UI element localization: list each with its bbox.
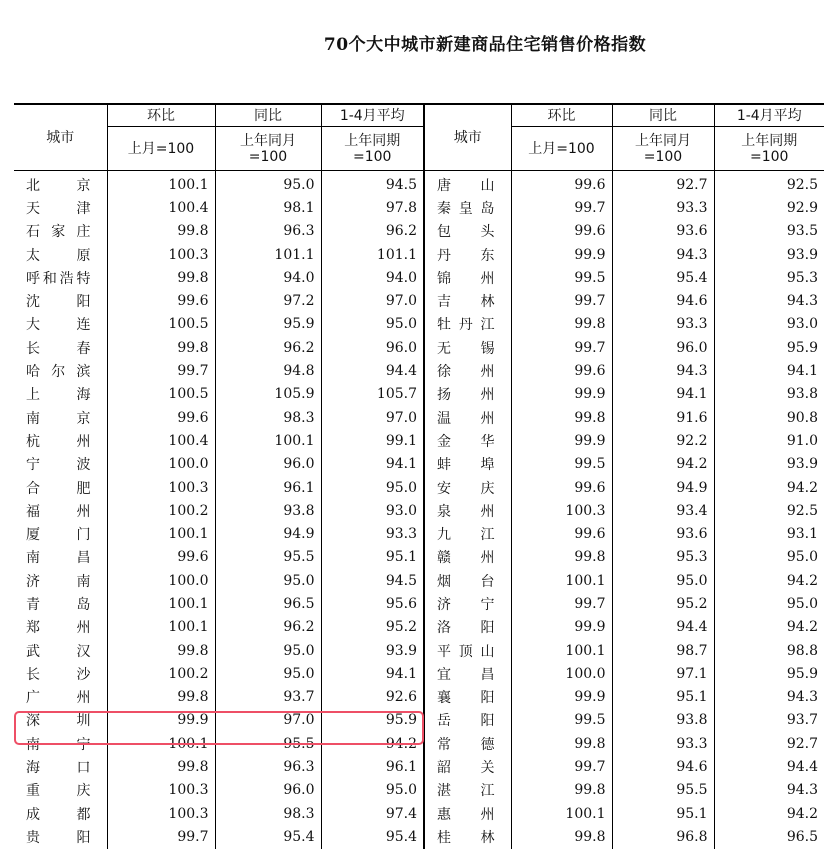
mom-cell: 100.1 <box>107 171 215 197</box>
mom-cell: 99.8 <box>107 336 215 359</box>
avg-cell: 95.0 <box>321 313 424 336</box>
table-row <box>14 266 824 289</box>
yoy-cell: 94.3 <box>612 243 714 266</box>
city-cell: 韶关 <box>424 755 511 778</box>
mom-cell: 99.8 <box>511 732 612 755</box>
yoy-cell: 95.5 <box>215 546 321 569</box>
table-row <box>14 639 824 662</box>
city-cell: 南京 <box>14 406 107 429</box>
yoy-cell: 96.0 <box>215 779 321 802</box>
city-cell: 包头 <box>424 220 511 243</box>
avg-cell: 93.9 <box>786 246 818 263</box>
yoy-cell: 95.2 <box>612 592 714 615</box>
table-row <box>14 616 824 639</box>
yoy-cell: 96.0 <box>612 336 714 359</box>
yoy-cell: 94.0 <box>215 266 321 289</box>
yoy-cell: 98.3 <box>215 406 321 429</box>
avg-cell: 94.2 <box>786 619 818 636</box>
yoy-cell: 93.7 <box>215 686 321 709</box>
yoy-cell: 94.9 <box>215 522 321 545</box>
city-cell: 长春 <box>14 336 107 359</box>
city-cell: 洛阳 <box>424 616 511 639</box>
table-row <box>14 220 824 243</box>
mom-cell: 99.6 <box>511 220 612 243</box>
header-yoy: 同比 <box>612 104 714 127</box>
table-row <box>14 429 824 452</box>
city-cell: 青岛 <box>14 592 107 615</box>
mom-cell: 99.8 <box>107 686 215 709</box>
city-cell: 呼和浩特 <box>14 266 107 289</box>
mom-cell: 100.4 <box>107 429 215 452</box>
city-cell: 南昌 <box>14 546 107 569</box>
yoy-cell: 95.0 <box>215 662 321 685</box>
mom-cell: 99.6 <box>107 546 215 569</box>
table-row <box>14 313 824 336</box>
mom-cell: 100.3 <box>107 779 215 802</box>
city-cell: 秦皇岛 <box>424 196 511 219</box>
yoy-cell: 93.3 <box>612 732 714 755</box>
avg-cell: 94.3 <box>786 782 818 799</box>
header-city: 城市 <box>14 104 107 171</box>
city-cell: 蚌埠 <box>424 453 511 476</box>
city-cell: 丹东 <box>424 243 511 266</box>
city-cell: 合肥 <box>14 476 107 499</box>
avg-cell: 93.8 <box>786 386 818 403</box>
city-cell: 烟台 <box>424 569 511 592</box>
city-cell: 济南 <box>14 569 107 592</box>
mom-cell: 99.8 <box>511 546 612 569</box>
yoy-cell: 95.0 <box>612 569 714 592</box>
city-cell: 南宁 <box>14 732 107 755</box>
mom-cell: 99.9 <box>511 686 612 709</box>
city-cell: 无锡 <box>424 336 511 359</box>
yoy-cell: 95.4 <box>612 266 714 289</box>
avg-cell: 93.0 <box>786 316 818 333</box>
city-cell: 安庆 <box>424 476 511 499</box>
city-cell: 重庆 <box>14 779 107 802</box>
mom-cell: 99.7 <box>107 825 215 848</box>
mom-cell: 99.8 <box>511 313 612 336</box>
avg-cell: 98.8 <box>786 642 818 659</box>
mom-cell: 99.9 <box>511 616 612 639</box>
yoy-cell: 94.6 <box>612 755 714 778</box>
avg-cell: 95.2 <box>321 616 424 639</box>
city-cell: 福州 <box>14 499 107 522</box>
mom-cell: 100.2 <box>107 662 215 685</box>
city-cell: 徐州 <box>424 359 511 382</box>
mom-cell: 100.2 <box>107 499 215 522</box>
yoy-cell: 94.2 <box>612 453 714 476</box>
city-cell: 桂林 <box>424 825 511 848</box>
mom-cell: 99.7 <box>511 755 612 778</box>
yoy-cell: 94.3 <box>612 359 714 382</box>
avg-cell: 96.0 <box>321 336 424 359</box>
header-avg-base: 上年同期 =100 <box>321 127 424 171</box>
yoy-cell: 98.3 <box>215 802 321 825</box>
city-cell: 成都 <box>14 802 107 825</box>
mom-cell: 100.3 <box>107 802 215 825</box>
yoy-cell: 93.4 <box>612 499 714 522</box>
avg-cell: 94.5 <box>321 171 424 197</box>
yoy-cell: 95.5 <box>215 732 321 755</box>
avg-cell: 97.0 <box>321 406 424 429</box>
avg-cell: 94.4 <box>321 359 424 382</box>
mom-cell: 99.6 <box>511 476 612 499</box>
mom-cell: 100.1 <box>107 732 215 755</box>
city-cell: 郑州 <box>14 616 107 639</box>
city-cell: 牡丹江 <box>424 313 511 336</box>
table-row <box>14 802 824 825</box>
avg-cell: 95.0 <box>786 549 818 566</box>
city-cell: 泉州 <box>424 499 511 522</box>
yoy-cell: 94.4 <box>612 616 714 639</box>
yoy-cell: 93.6 <box>612 522 714 545</box>
city-cell: 贵阳 <box>14 825 107 848</box>
yoy-cell: 94.8 <box>215 359 321 382</box>
table-row <box>14 336 824 359</box>
mom-cell: 99.8 <box>107 266 215 289</box>
avg-cell: 93.9 <box>786 456 818 473</box>
yoy-cell: 96.2 <box>215 336 321 359</box>
city-cell: 大连 <box>14 313 107 336</box>
avg-cell: 93.9 <box>321 639 424 662</box>
city-cell: 宜昌 <box>424 662 511 685</box>
mom-cell: 100.1 <box>511 569 612 592</box>
mom-cell: 99.6 <box>511 171 612 197</box>
avg-cell: 96.2 <box>321 220 424 243</box>
mom-cell: 100.0 <box>511 662 612 685</box>
city-cell: 石家庄 <box>14 220 107 243</box>
avg-cell: 93.1 <box>786 526 818 543</box>
city-cell: 沈阳 <box>14 289 107 312</box>
mom-cell: 99.9 <box>511 243 612 266</box>
city-cell: 济宁 <box>424 592 511 615</box>
table-row <box>14 406 824 429</box>
avg-cell: 92.7 <box>786 735 818 752</box>
avg-cell: 96.1 <box>321 755 424 778</box>
yoy-cell: 98.1 <box>215 196 321 219</box>
yoy-cell: 95.1 <box>612 686 714 709</box>
avg-cell: 92.5 <box>786 502 818 519</box>
yoy-cell: 96.3 <box>215 755 321 778</box>
table-body <box>14 171 824 849</box>
city-cell: 唐山 <box>424 171 511 197</box>
mom-cell: 100.1 <box>107 522 215 545</box>
avg-cell: 91.0 <box>786 432 818 449</box>
city-cell: 太原 <box>14 243 107 266</box>
city-cell: 厦门 <box>14 522 107 545</box>
yoy-cell: 101.1 <box>215 243 321 266</box>
avg-cell: 94.2 <box>321 732 424 755</box>
header-yoy: 同比 <box>215 104 321 127</box>
mom-cell: 100.3 <box>107 243 215 266</box>
mom-cell: 100.1 <box>107 592 215 615</box>
city-cell: 温州 <box>424 406 511 429</box>
avg-cell: 94.1 <box>321 662 424 685</box>
mom-cell: 99.7 <box>107 359 215 382</box>
avg-cell: 94.2 <box>786 572 818 589</box>
city-cell: 北京 <box>14 171 107 197</box>
table-row <box>14 383 824 406</box>
yoy-cell: 94.1 <box>612 383 714 406</box>
mom-cell: 100.0 <box>107 569 215 592</box>
mom-cell: 99.6 <box>107 406 215 429</box>
city-cell: 惠州 <box>424 802 511 825</box>
avg-cell: 95.6 <box>321 592 424 615</box>
yoy-cell: 95.0 <box>215 639 321 662</box>
yoy-cell: 95.5 <box>612 779 714 802</box>
city-cell: 锦州 <box>424 266 511 289</box>
city-cell: 深圳 <box>14 709 107 732</box>
avg-cell: 93.5 <box>786 223 818 240</box>
mom-cell: 99.8 <box>511 779 612 802</box>
city-cell: 上海 <box>14 383 107 406</box>
yoy-cell: 93.3 <box>612 196 714 219</box>
mom-cell: 100.0 <box>107 453 215 476</box>
yoy-cell: 93.8 <box>215 499 321 522</box>
mom-cell: 100.4 <box>107 196 215 219</box>
table-row <box>14 289 824 312</box>
table-row <box>14 592 824 615</box>
table-row <box>14 499 824 522</box>
avg-cell: 94.3 <box>786 689 818 706</box>
city-cell: 常德 <box>424 732 511 755</box>
avg-cell: 92.9 <box>786 199 818 216</box>
table-row <box>14 569 824 592</box>
city-cell: 广州 <box>14 686 107 709</box>
avg-cell: 95.9 <box>786 339 818 356</box>
avg-cell: 95.0 <box>321 779 424 802</box>
city-cell: 武汉 <box>14 639 107 662</box>
avg-cell: 93.3 <box>321 522 424 545</box>
header-city: 城市 <box>424 104 511 171</box>
yoy-cell: 92.7 <box>612 171 714 197</box>
header-avg: 1-4月平均 <box>714 104 824 127</box>
yoy-cell: 96.8 <box>612 825 714 848</box>
avg-cell: 97.4 <box>321 802 424 825</box>
yoy-cell: 93.8 <box>612 709 714 732</box>
table-row <box>14 662 824 685</box>
yoy-cell: 95.1 <box>612 802 714 825</box>
yoy-cell: 95.0 <box>215 569 321 592</box>
header-mom: 环比 <box>511 104 612 127</box>
yoy-cell: 96.2 <box>215 616 321 639</box>
yoy-cell: 92.2 <box>612 429 714 452</box>
table-row <box>14 686 824 709</box>
avg-cell: 94.1 <box>786 363 818 380</box>
header-avg-base: 上年同期 =100 <box>714 127 824 171</box>
mom-cell: 99.5 <box>511 266 612 289</box>
table-row <box>14 196 824 219</box>
yoy-cell: 95.9 <box>215 313 321 336</box>
yoy-cell: 97.2 <box>215 289 321 312</box>
yoy-cell: 96.5 <box>215 592 321 615</box>
avg-cell: 95.0 <box>786 595 818 612</box>
header-mom-base: 上月=100 <box>511 127 612 171</box>
city-cell: 金华 <box>424 429 511 452</box>
avg-cell: 94.0 <box>321 266 424 289</box>
avg-cell: 95.3 <box>786 269 818 286</box>
yoy-cell: 97.1 <box>612 662 714 685</box>
yoy-cell: 95.0 <box>215 171 321 197</box>
mom-cell: 99.5 <box>511 709 612 732</box>
table-row <box>14 359 824 382</box>
yoy-cell: 93.3 <box>612 313 714 336</box>
city-cell: 平顶山 <box>424 639 511 662</box>
mom-cell: 99.8 <box>107 220 215 243</box>
city-cell: 岳阳 <box>424 709 511 732</box>
avg-cell: 95.4 <box>321 825 424 848</box>
header-yoy-base: 上年同月 =100 <box>612 127 714 171</box>
table-row <box>14 243 824 266</box>
yoy-cell: 96.1 <box>215 476 321 499</box>
avg-cell: 95.1 <box>321 546 424 569</box>
mom-cell: 100.5 <box>107 313 215 336</box>
yoy-cell: 95.4 <box>215 825 321 848</box>
mom-cell: 99.8 <box>107 755 215 778</box>
header-avg: 1-4月平均 <box>321 104 424 127</box>
table-row <box>14 522 824 545</box>
avg-cell: 94.3 <box>786 293 818 310</box>
avg-cell: 92.6 <box>321 686 424 709</box>
header-mom-base: 上月=100 <box>107 127 215 171</box>
avg-cell: 101.1 <box>321 243 424 266</box>
avg-cell: 94.4 <box>786 759 818 776</box>
avg-cell: 93.7 <box>786 712 818 729</box>
avg-cell: 90.8 <box>786 409 818 426</box>
avg-cell: 94.2 <box>786 805 818 822</box>
avg-cell: 95.0 <box>321 476 424 499</box>
yoy-cell: 94.6 <box>612 289 714 312</box>
yoy-cell: 100.1 <box>215 429 321 452</box>
city-cell: 杭州 <box>14 429 107 452</box>
highlight-box <box>14 711 424 745</box>
yoy-cell: 93.6 <box>612 220 714 243</box>
mom-cell: 99.9 <box>107 709 215 732</box>
mom-cell: 99.7 <box>511 592 612 615</box>
city-cell: 湛江 <box>424 779 511 802</box>
mom-cell: 99.8 <box>511 825 612 848</box>
yoy-cell: 96.3 <box>215 220 321 243</box>
table-row <box>14 825 824 848</box>
mom-cell: 100.1 <box>511 639 612 662</box>
mom-cell: 99.5 <box>511 453 612 476</box>
mom-cell: 100.3 <box>107 476 215 499</box>
yoy-cell: 105.9 <box>215 383 321 406</box>
table-row <box>14 779 824 802</box>
mom-cell: 99.7 <box>511 289 612 312</box>
table-row <box>14 476 824 499</box>
avg-cell: 94.1 <box>321 453 424 476</box>
city-cell: 海口 <box>14 755 107 778</box>
city-cell: 赣州 <box>424 546 511 569</box>
yoy-cell: 95.3 <box>612 546 714 569</box>
yoy-cell: 97.0 <box>215 709 321 732</box>
mom-cell: 100.1 <box>511 802 612 825</box>
city-cell: 吉林 <box>424 289 511 312</box>
avg-cell: 94.5 <box>321 569 424 592</box>
mom-cell: 99.7 <box>511 196 612 219</box>
mom-cell: 100.5 <box>107 383 215 406</box>
city-cell: 天津 <box>14 196 107 219</box>
avg-cell: 93.0 <box>321 499 424 522</box>
city-cell: 襄阳 <box>424 686 511 709</box>
mom-cell: 99.7 <box>511 336 612 359</box>
avg-cell: 105.7 <box>321 383 424 406</box>
mom-cell: 100.3 <box>511 499 612 522</box>
mom-cell: 100.1 <box>107 616 215 639</box>
city-cell: 扬州 <box>424 383 511 406</box>
avg-cell: 95.9 <box>786 665 818 682</box>
avg-cell: 92.5 <box>786 176 818 193</box>
yoy-cell: 96.0 <box>215 453 321 476</box>
yoy-cell: 98.7 <box>612 639 714 662</box>
city-cell: 长沙 <box>14 662 107 685</box>
page-title: 70个大中城市新建商品住宅销售价格指数 <box>323 35 647 55</box>
avg-cell: 95.9 <box>321 709 424 732</box>
avg-cell: 97.8 <box>321 196 424 219</box>
table-row <box>14 453 824 476</box>
table-row <box>14 171 824 197</box>
avg-cell: 94.2 <box>786 479 818 496</box>
avg-cell: 97.0 <box>321 289 424 312</box>
mom-cell: 99.8 <box>511 406 612 429</box>
header-yoy-base: 上年同月 =100 <box>215 127 321 171</box>
mom-cell: 99.9 <box>511 383 612 406</box>
mom-cell: 99.6 <box>511 359 612 382</box>
table-row <box>14 755 824 778</box>
avg-cell: 96.5 <box>786 828 818 845</box>
city-cell: 九江 <box>424 522 511 545</box>
mom-cell: 99.8 <box>107 639 215 662</box>
avg-cell: 99.1 <box>321 429 424 452</box>
header-mom: 环比 <box>107 104 215 127</box>
city-cell: 宁波 <box>14 453 107 476</box>
mom-cell: 99.6 <box>107 289 215 312</box>
mom-cell: 99.6 <box>511 522 612 545</box>
yoy-cell: 94.9 <box>612 476 714 499</box>
table-row <box>14 546 824 569</box>
yoy-cell: 91.6 <box>612 406 714 429</box>
mom-cell: 99.9 <box>511 429 612 452</box>
city-cell: 哈尔滨 <box>14 359 107 382</box>
